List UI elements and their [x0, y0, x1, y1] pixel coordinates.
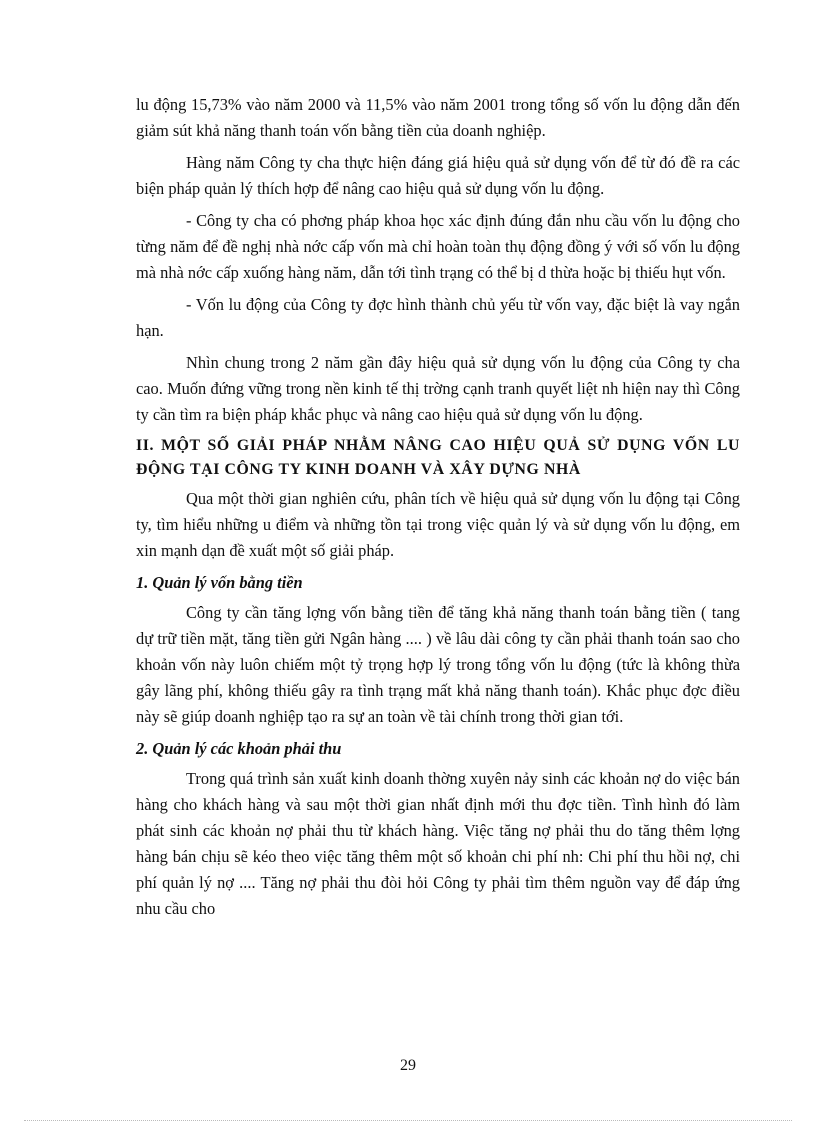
paragraph-bullet: - Công ty cha có phơng pháp khoa học xác định đúng đắn nhu cầu vốn lu động cho từng năm để đề nghị nhà nớc cấp vốn mà chỉ hoàn toàn thụ động đồng ý với số vốn lu động mà nhà nớc cấp xuống hàng năm, dẫn tới tình trạng có thể bị d thừa hoặc bị thiếu hụt vốn. [136, 211, 740, 282]
paragraph: Hàng năm Công ty cha thực hiện đáng giá hiệu quả sử dụng vốn để từ đó đề ra các biện pháp quản lý thích hợp để nâng cao hiệu quả sử dụng vốn lu động. [136, 153, 740, 198]
subsection-text-cash: Công ty cần tăng lợng vốn bằng tiền để tăng khả năng thanh toán bằng tiền ( tang dự trữ tiền mặt, tăng tiền gửi Ngân hàng .... ) về lâu dài công ty cần phải thanh toán sao cho khoản vốn này luôn chiếm một tỷ trọng hợp lý trong tổng vốn lu động (tức là không thừa gây lãng phí, không thiếu gây ra tình trạng mất khả năng thanh toán). Khắc phục đợc điều này sẽ giúp doanh nghiệp tạo ra sự an toàn về tài chính trong thời gian tới. [136, 603, 740, 726]
subsection-text-receivables: Trong quá trình sản xuất kinh doanh thờng xuyên nảy sinh các khoản nợ do việc bán hàng cho khách hàng và sau một thời gian nhất định mới thu đợc tiền. Tình hình đó làm phát sinh các khoản nợ phải thu từ khách hàng. Việc tăng nợ phải thu do tăng thêm lợng hàng bán chịu sẽ kéo theo việc tăng thêm một số khoản chi phí nh: Chi phí thu hồi nợ, chi phí quản lý nợ .... Tăng nợ phải thu đòi hỏi Công ty phải tìm thêm nguồn vay để đáp ứng nhu cầu cho [136, 769, 740, 918]
subsection-heading-cash: 1. Quản lý vốn bằng tiền [136, 573, 303, 592]
paragraph-continuation: lu động 15,73% vào năm 2000 và 11,5% vào năm 2001 trong tổng số vốn lu động dẫn đến giảm sút khả năng thanh toán vốn bằng tiền của doanh nghiệp. [136, 95, 740, 140]
bottom-divider [24, 1120, 792, 1121]
page-number: 29 [400, 1057, 416, 1074]
section-intro: Qua một thời gian nghiên cứu, phân tích về hiệu quả sử dụng vốn lu động tại Công ty, tìm hiểu những u điểm và những tồn tại trong việc quản lý và sử dụng vốn lu động, em xin mạnh dạn đề xuất một số giải pháp. [136, 489, 740, 560]
section-heading: II. MỘT SỐ GIẢI PHÁP NHẰM NÂNG CAO HIỆU QUẢ SỬ DỤNG VỐN LU ĐỘNG TẠI CÔNG TY KINH DOANH VÀ XÂY DỰNG NHÀ [136, 437, 740, 478]
subsection-heading-receivables: 2. Quản lý các khoản phải thu [136, 739, 342, 758]
paragraph: Nhìn chung trong 2 năm gần đây hiệu quả sử dụng vốn lu động của Công ty cha cao. Muốn đứng vững trong nền kinh tế thị trờng cạnh tranh quyết liệt nh hiện nay thì Công ty cần tìm ra biện pháp khắc phục và nâng cao hiệu quả sử dụng vốn lu động. [136, 353, 740, 424]
document-page [136, 92, 740, 928]
paragraph-bullet: - Vốn lu động của Công ty đợc hình thành chủ yếu từ vốn vay, đặc biệt là vay ngắn hạn. [136, 295, 740, 340]
